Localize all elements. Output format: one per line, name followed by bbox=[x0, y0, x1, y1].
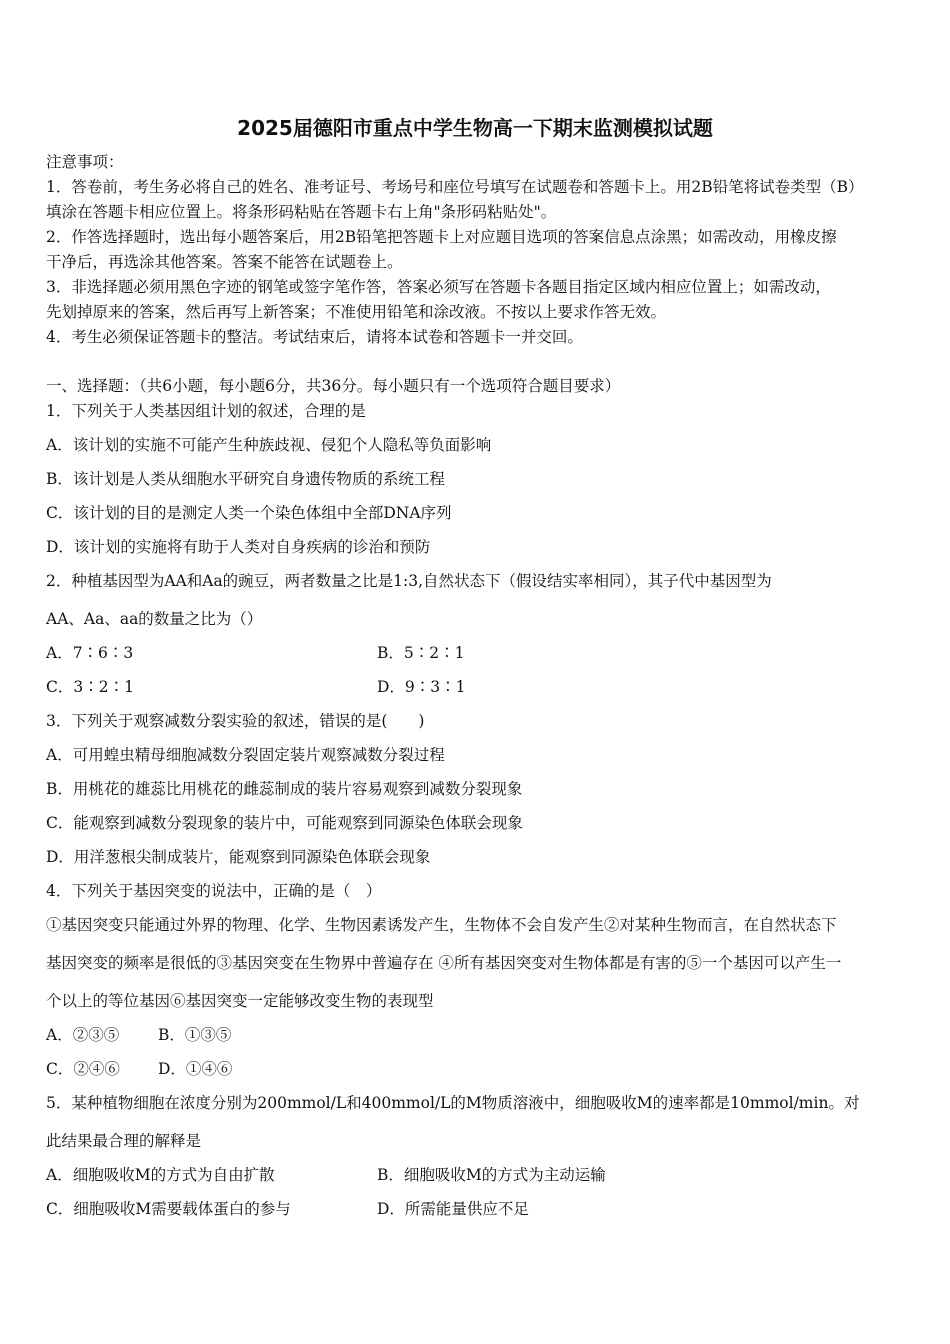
question-1-option-c: C．该计划的目的是测定人类一个染色体组中全部DNA序列 bbox=[46, 504, 452, 522]
question-2-stem-cont: AA、Aa、aa的数量之比为（） bbox=[46, 610, 263, 628]
question-3-option-c: C．能观察到减数分裂现象的装片中，可能观察到同源染色体联会现象 bbox=[46, 814, 523, 832]
question-5-option-a: A．细胞吸收M的方式为自由扩散 bbox=[46, 1166, 275, 1184]
question-2-option-a: A．7∶6∶3 bbox=[46, 644, 134, 662]
question-5-option-b: B．细胞吸收M的方式为主动运输 bbox=[377, 1166, 606, 1184]
notice-line: 填涂在答题卡相应位置上。将条形码粘贴在答题卡右上角"条形码粘贴处"。 bbox=[46, 203, 557, 221]
notice-line: 2．作答选择题时，选出每小题答案后，用2B铅笔把答题卡上对应题目选项的答案信息点涂黑；如需改动，用橡皮擦 bbox=[46, 228, 837, 246]
question-3-option-a: A．可用蝗虫精母细胞减数分裂固定装片观察减数分裂过程 bbox=[46, 746, 445, 764]
question-1-stem: 1．下列关于人类基因组计划的叙述，合理的是 bbox=[46, 402, 366, 420]
notice-line: 4．考生必须保证答题卡的整洁。考试结束后，请将本试卷和答题卡一并交回。 bbox=[46, 328, 583, 346]
question-2-option-d: D．9∶3∶1 bbox=[377, 678, 466, 696]
question-4-option-d: D．①④⑥ bbox=[158, 1060, 233, 1078]
question-2-stem: 2．种植基因型为AA和Aa的豌豆，两者数量之比是1:3,自然状态下（假设结实率相同），其子代中基因型为 bbox=[46, 572, 772, 590]
question-5-option-c: C．细胞吸收M需要载体蛋白的参与 bbox=[46, 1200, 291, 1218]
question-2-option-c: C．3∶2∶1 bbox=[46, 678, 134, 696]
question-1-option-d: D．该计划的实施将有助于人类对自身疾病的诊治和预防 bbox=[46, 538, 431, 556]
question-4-stem: 4．下列关于基因突变的说法中，正确的是（ ） bbox=[46, 882, 382, 900]
question-4-option-b: B．①③⑤ bbox=[158, 1026, 232, 1044]
notice-line: 干净后，再选涂其他答案。答案不能答在试题卷上。 bbox=[46, 253, 403, 271]
question-2-option-b: B．5∶2∶1 bbox=[377, 644, 465, 662]
question-5-option-d: D．所需能量供应不足 bbox=[377, 1200, 529, 1218]
page-title: 2025届德阳市重点中学生物高一下期末监测模拟试题 bbox=[237, 116, 713, 140]
question-4-option-c: C．②④⑥ bbox=[46, 1060, 120, 1078]
notice-line: 1．答卷前，考生务必将自己的姓名、准考证号、考场号和座位号填写在试题卷和答题卡上。用2B铅笔将试卷类型（B） bbox=[46, 178, 864, 196]
question-3-option-b: B．用桃花的雄蕊比用桃花的雌蕊制成的装片容易观察到减数分裂现象 bbox=[46, 780, 523, 798]
notice-line: 3．非选择题必须用黑色字迹的钢笔或签字笔作答，答案必须写在答题卡各题目指定区域内相应位置上；如需改动， bbox=[46, 278, 831, 296]
question-3-stem: 3．下列关于观察减数分裂实验的叙述，错误的是( ) bbox=[46, 712, 425, 730]
question-4-statements-cont: 基因突变的频率是很低的③基因突变在生物界中普遍存在 ④所有基因突变对生物体都是有害的⑤一个基因可以产生一 bbox=[46, 954, 842, 972]
question-4-statements: ①基因突变只能通过外界的物理、化学、生物因素诱发产生，生物体不会自发产生②对某种生物而言，在自然状态下 bbox=[46, 916, 837, 934]
notice-heading: 注意事项： bbox=[46, 153, 124, 171]
section-heading: 一、选择题：（共6小题，每小题6分，共36分。每小题只有一个选项符合题目要求） bbox=[46, 377, 621, 395]
question-3-option-d: D．用洋葱根尖制成装片，能观察到同源染色体联会现象 bbox=[46, 848, 431, 866]
question-4-statements-cont: 个以上的等位基因⑥基因突变一定能够改变生物的表现型 bbox=[46, 992, 434, 1010]
question-5-stem-cont: 此结果最合理的解释是 bbox=[46, 1132, 202, 1150]
question-5-stem: 5．某种植物细胞在浓度分别为200mmol/L和400mmol/L的M物质溶液中，细胞吸收M的速率都是10mmol/min。对 bbox=[46, 1094, 860, 1112]
question-4-option-a: A．②③⑤ bbox=[46, 1026, 120, 1044]
question-1-option-b: B．该计划是人类从细胞水平研究自身遗传物质的系统工程 bbox=[46, 470, 445, 488]
question-1-option-a: A．该计划的实施不可能产生种族歧视、侵犯个人隐私等负面影响 bbox=[46, 436, 492, 454]
notice-line: 先划掉原来的答案，然后再写上新答案；不准使用铅笔和涂改液。不按以上要求作答无效。 bbox=[46, 303, 667, 321]
